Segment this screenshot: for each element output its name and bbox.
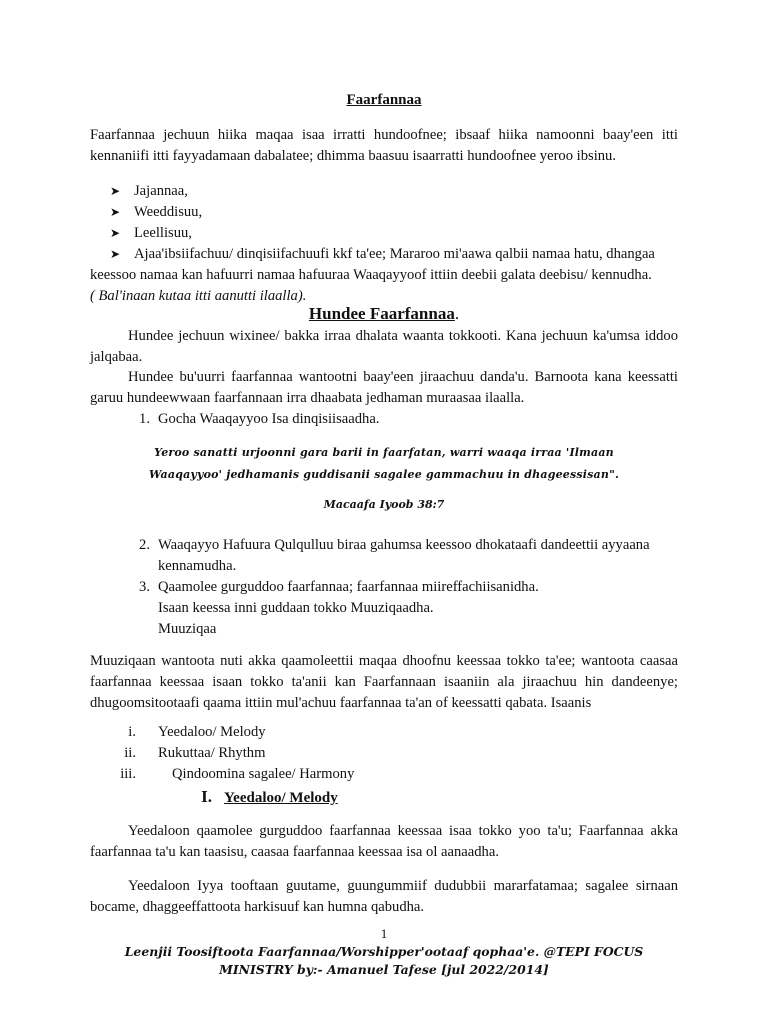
list-item: kennamudha. [158,558,237,574]
section-heading-melody: I. Yeedaloo/ Melody [201,787,338,806]
arrow-bullet-icon: ➤ [110,226,121,240]
intro-paragraph: Faarfannaa jechuun hiika maqaa isaa irratti hundoofnee; ibsaaf hiika namoonni baay'een itti kennaniifi itti fayyadamaan dabalatee; dhimma baasuu isaarratti hundoofnee yeroo ibsinu. [90,127,678,164]
page-title: Faarfannaa [346,92,422,108]
paragraph-melody-1: Yeedaloon qaamolee gurguddoo faarfannaa keessaa isaa tokko yoo ta'u; Faarfannaa akka faarfannaa ta'u kan taasisu, caasaa faarfannaa keessaa isa ol aanaadha. [90,823,678,860]
paragraph-hundee-definition: Hundee jechuun wixinee/ bakka irraa dhalata waanta tokkooti. Kana jechuun ka'umsa iddoo jalqabaa. [90,328,678,365]
list-item: 1. Gocha Waaqayyoo Isa dinqisiisaadha. [139,411,380,427]
paragraph-melody-2: Yeedaloon Iyya tooftaan guutame, guungummiif dudubbii mararfatamaa; sagalee sirnaan bocame, dhaggeeffattoota harkisuuf kan humna qabudha. [90,878,678,915]
list-item: ➤ Jajannaa, [90,181,678,202]
section-heading-hundee: Hundee Faarfannaa. [308,304,460,323]
list-item-continuation: Isaan keessa inni guddaan tokko Muuziqaadha. [158,600,434,616]
numbered-list-continued [90,535,678,640]
scripture-reference: Macaafa Iyoob 38:7 [323,498,445,511]
list-item: ii. Rukuttaa/ Rhythm [124,745,266,761]
paragraph-muuziqaa: Muuziqaan wantoota nuti akka qaamoleettii maqaa dhoofnu keessaa tokko ta'ee; wantoota caasaa faarfannaa keessaa isaan tokko ta'anii kan Faarfannaan isaaniin ala jiraachuu hin dandeenye; dhugoomsitootaafi qaama ittiin mul'achuu faarfannaa ta'an of keessatti qabata. Isaanis [90,653,678,711]
arrow-bullet-icon: ➤ [110,184,121,198]
roman-list [90,722,678,785]
paragraph-hundee-basis: Hundee bu'uurri faarfannaa wantootni baay'een jiraachuu danda'u. Barnoota kana keessatti garuu hundeewwaan faarfannaan irra dhaabata jedhaman muraasaa ilaalla. [90,369,678,406]
list-item: iii. Qindoomina sagalee/ Harmony [120,766,355,782]
list-item: ➤ Ajaa'ibsiifachuu/ dinqisiifachuufi kkf ta'ee; Mararoo mi'aawa qalbii namaa hatu, dhangaa [90,244,678,265]
bullet-list [90,181,678,307]
list-item: ➤ Weeddisuu, [90,202,678,223]
arrow-bullet-icon: ➤ [110,205,121,219]
list-item: i. Yeedaloo/ Melody [128,724,266,740]
page-footer: Leenjii Toosiftoota Faarfannaa/Worshipper'ootaaf qophaa'e. @TEPI FOCUS MINISTRY by:- Amanuel Tafese [jul 2022/2014] [124,944,644,977]
numbered-list [90,409,678,430]
scripture-quote: Yeroo sanatti urjoonni gara barii in faarfatan, warri waaqa irraa 'Ilmaan Waaqayyoo' jedhamanis guddisanii sagalee gammachuu in dhageessisan". [148,446,620,481]
page-number: 1 [380,926,388,941]
list-item: 2. Waaqayyo Hafuura Qulqulluu biraa gahumsa keessoo dhokataafi dandeettii ayyaana [139,537,650,553]
arrow-bullet-icon: ➤ [110,247,121,261]
list-item-continuation: Muuziqaa [158,621,217,637]
list-item: 3. Qaamolee gurguddoo faarfannaa; faarfannaa miireffachiisanidha. [139,579,539,595]
list-item: ➤ Leellisuu, [90,223,678,244]
bullet-note: ( Bal'inaan kutaa itti aanutti ilaalla). [90,288,307,304]
bullet-continuation: keessoo namaa kan hafuurri namaa hafuuraa Waaqayyoof ittiin deebii galata deebisu/ kennudha. [90,267,652,283]
